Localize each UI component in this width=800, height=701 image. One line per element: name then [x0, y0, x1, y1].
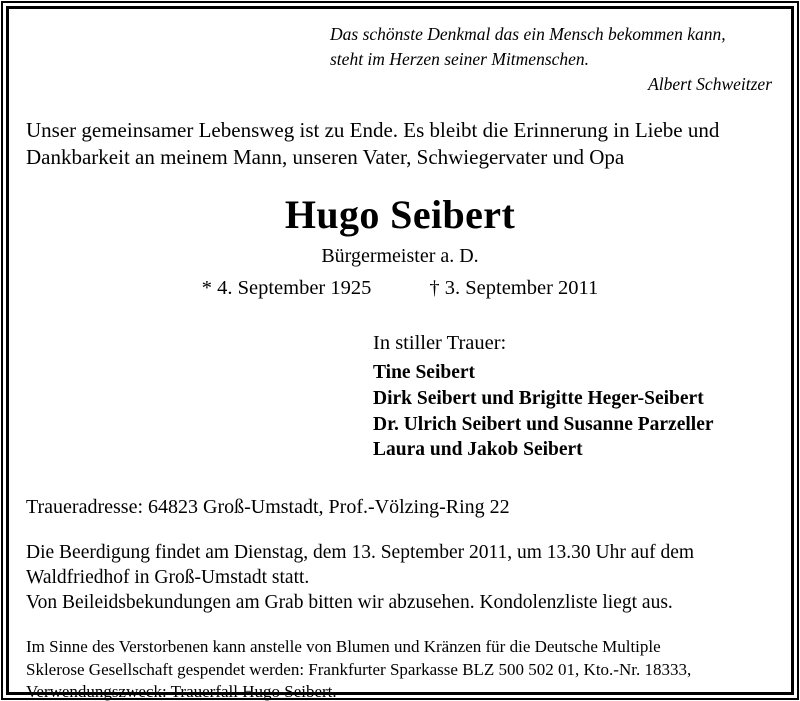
deceased-block: [26, 193, 774, 301]
birth-date: * 4. September 1925: [201, 277, 372, 300]
death-date: † 3. September 2011: [429, 277, 599, 300]
intro-line-1: Unser gemeinsamer Lebensweg ist zu Ende. Es bleibt die Erinnerung in Liebe und: [26, 117, 720, 142]
mourners-block: [26, 331, 774, 463]
donation-line-1: Im Sinne des Verstorbenen kann anstelle von Blumen und Kränzen für die Deutsche Multiple: [26, 637, 661, 657]
notice-content: [9, 9, 791, 701]
quote-line-1: Das schönste Denkmal das ein Mensch bekommen kann,: [330, 24, 726, 44]
epigraph-quote: [330, 22, 770, 72]
funeral-details: [26, 541, 774, 616]
deceased-honorific: Bürgermeister a. D.: [321, 245, 479, 268]
funeral-line-3: Von Beileidsbekundungen am Grab bitten wir abzusehen. Kondolenzliste liegt aus.: [26, 592, 673, 614]
donation-line-3: Verwendungszweck: Trauerfall Hugo Seibert.: [26, 682, 337, 701]
mourner-name: Laura und Jakob Seibert: [373, 439, 583, 461]
mourner-name: Tine Seibert: [373, 361, 476, 383]
quote-attribution: Albert Schweitzer: [648, 73, 772, 94]
funeral-line-2: Waldfriedhof in Groß-Umstadt statt.: [26, 567, 310, 589]
deceased-dates: [26, 276, 774, 301]
donation-line-2: Sklerose Gesellschaft gespendet werden: Frankfurter Sparkasse BLZ 500 502 01, Kto.-Nr. 18333,: [26, 659, 692, 679]
donation-note: [26, 636, 774, 701]
mourner-name: Dirk Seibert und Brigitte Heger-Seibert: [373, 387, 704, 409]
mourners-heading: In stiller Trauer:: [373, 332, 507, 355]
intro-paragraph: [26, 117, 774, 172]
funeral-line-1: Die Beerdigung findet am Dienstag, dem 13. September 2011, um 13.30 Uhr auf dem: [26, 542, 695, 564]
mourning-address: Traueradresse: 64823 Groß-Umstadt, Prof.-Völzing-Ring 22: [26, 496, 510, 519]
quote-line-2: steht im Herzen seiner Mitmenschen.: [330, 48, 590, 69]
intro-line-2: Dankbarkeit an meinem Mann, unseren Vater, Schwiegervater und Opa: [26, 144, 625, 169]
mourner-name: Dr. Ulrich Seibert und Susanne Parzeller: [373, 413, 714, 435]
deceased-name: Hugo Seibert: [284, 192, 516, 238]
